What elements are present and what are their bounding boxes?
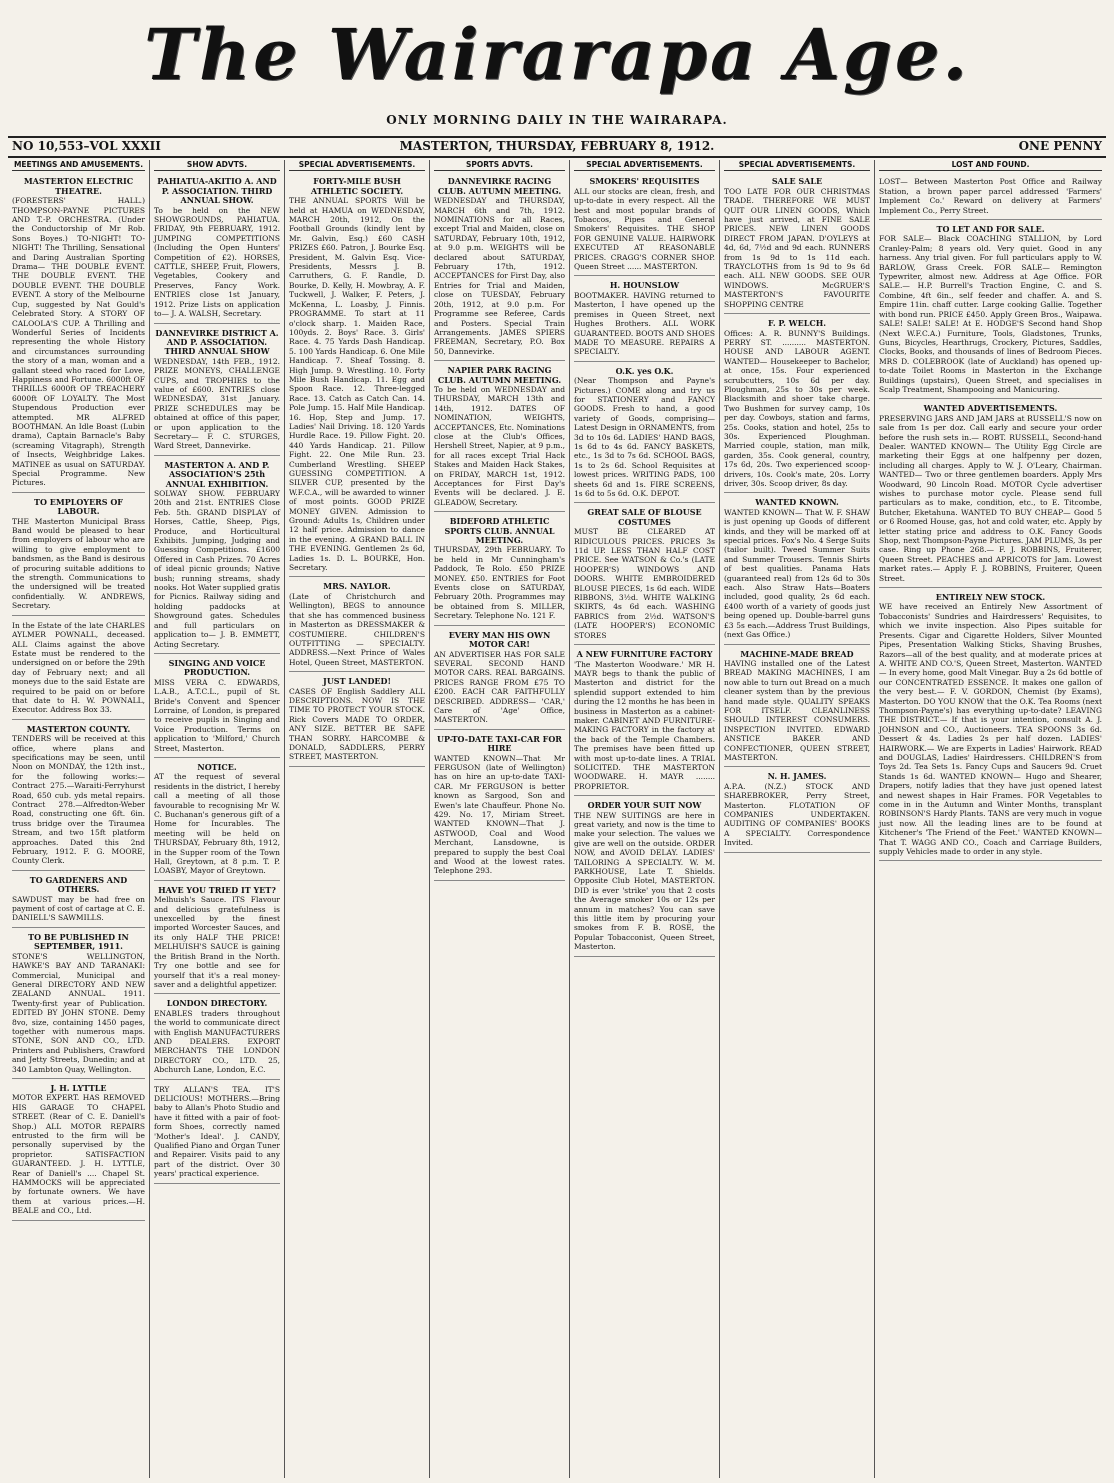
tagline: ONLY MORNING DAILY IN THE WAIRARAPA. xyxy=(386,113,728,127)
ad-heading: A NEW FURNITURE FACTORY xyxy=(576,649,713,660)
column-1 xyxy=(8,160,150,1478)
ad-body: CASES OF English Saddlery ALL DESCRIPTIONS. NOW IS THE TIME TO PROTECT YOUR STOCK. Rick Covers MADE TO ORDER, ANY SIZE. BETTER BE SAFE THAN SORRY. HARCOMBE & DONALD, SADDLERS, PERRY STREET, MASTERTON. xyxy=(289,686,425,762)
column-header: SPECIAL ADVERTISEMENTS. xyxy=(574,160,715,171)
ad-body: To be held on WEDNESDAY and THURSDAY, MARCH 13th and 14th, 1912. DATES OF NOMINATION, WEIGHTS, ACCEPTANCES, Etc. Nominations close at the Club's Offices, Hershell Street, Napier, at 9 p.m., for all races except Trial Hack Stakes and Maiden Hack Stakes, on FRIDAY, MARCH 1st, 1912. Acceptances for First Day's Events will be declared. J. E. GLEADOW, Secretary. xyxy=(434,384,565,507)
ad-body: MISS VERA C. EDWARDS, L.A.B., A.T.C.L., pupil of St. Bride's Convent and Spencer Lorraine, of London, is prepared to receive pupils in Singing and Voice Production. Terms on application to 'Milford,' Church Street, Masterton. xyxy=(154,677,280,753)
ad-heading: LONDON DIRECTORY. xyxy=(166,998,268,1009)
ad-heading: TO LET AND FOR SALE. xyxy=(936,224,1045,235)
ad-body: THE NEW SUITINGS are here in great variety, and now is the time to make your selection. The values we give are well on the outside. ORDER NOW, and AVOID DELAY. LADIES' TAILORING A SPECIALTY. W. M. PARKHOUSE, Late T. Shields. Opposite Club Hotel, MASTERTON. DID is ever 'strike' you that 2 costs the Average smoker 10s or 12s per annum in matches? You can save this little item by procuring your smokes from F. B. ROSE, the Popular Tobacconist, Queen Street, Masterton. xyxy=(574,810,715,952)
ad-body: THURSDAY, 29th FEBRUARY. To be held in Mr Cunningham's Paddock, Te Rolo. £50 PRIZE MONEY. £50. ENTRIES for Foot Events close on SATURDAY, February 20th. Programmes may be obtained from S. MILLER, Secretary. Telephone No. 121 F. xyxy=(434,545,565,621)
ad-heading: BIDEFORD ATHLETIC SPORTS CLUB. ANNUAL MEETING. xyxy=(444,516,555,546)
newspaper-title: The Wairarapa Age. xyxy=(144,13,970,96)
ad-body: THE ANNUAL SPORTS Will be held at HAMUA on WEDNESDAY, MARCH 20th, 1912, On the Football Grounds (kindly lent by Mr. Galvin, Esq.) £60 CASH PRIZES £60. Patron, J. Bourke Esq. President, M. Galvin Esq. Vice-Presidents, Messrs J. B. Carruthers, G. F. Randle, D. Bourke, D. Kelly, H. Mowbray, A. F. Tuckwell, J. Walker, F. Peters, J. McKenna, L. Loasby, J. Finnis. PROGRAMME. To start at 11 o'clock sharp. 1. Maiden Race, 100yds. 2. Boys' Race. 3. Girls' Race. 4. 75 Yards Dash Handicap. 5. 100 Yards Handicap. 6. One Mile Handicap. 7. Sheaf Tossing. 8. High Jump. 9. Wrestling. 10. Forty Mile Bush Handicap. 11. Egg and Spoon Race. 12. Three-legged Race. 13. Catch as Catch Can. 14. Pole Jump. 15. Half Mile Handicap. 16. Hop, Step and Jump. 17. Ladies' Nail Driving. 18. 120 Yards Hurdle Race. 19. Pillow Fight. 20. 440 Yards Handicap. 21. Pillow Fight. 22. One Mile Run. 23. Cumberland Wrestling. SHEEP GUESSING COMPETITION. A SILVER CUP, presented by the W.F.C.A., will be awarded to winner of most points. GOOD PRIZE MONEY GIVEN. Admission to Ground: Adults 1s, Children under 12 half price. Admission to dance in the evening. A GRAND BALL IN THE EVENING. Gentlemen 2s 6d, Ladies 1s. D. L. BOURKE, Hon. Secretary. xyxy=(289,196,425,573)
ad-body: AT the request of several residents in the district, I hereby call a meeting of all those favourable to recognising Mr W. C. Buchanan's generous gift of a Home for Incurables. The meeting will be held on THURSDAY, February 8th, 1912, in the Supper room of the Town Hall, Greytown, at 8 p.m. T. P. LOASBY, Mayor of Greytown. xyxy=(154,772,280,876)
ad-heading: F. P. WELCH. xyxy=(767,318,827,329)
ad-body: ALL our stocks are clean, fresh, and up-to-date in every respect. All the best and most popular brands of Tobaccos, Pipes and General Smokers' Requisites. THE SHOP FOR GENUINE VALUE. HAIRWORK EXECUTED AT REASONABLE PRICES. CRAGG'S CORNER SHOP. Queen Street ...... MASTERTON. xyxy=(574,186,715,272)
ad-body: 'The Masterton Woodware.' MR H. MAYR begs to thank the public of Masterton and district for the splendid support extended to him during the 12 months he has been in business in Masterton as a cabinet-maker. CABINET AND FURNITURE-MAKING FACTORY in the factory at the back of the Temple Chambers. The premises have been fitted up with most up-to-date lines. A TRIAL SOLICITED. THE MASTERTON WOODWARE. H. MAYR ........ PROPRIETOR. xyxy=(574,659,715,791)
ad-heading: O.K. yes O.K. xyxy=(615,365,674,376)
ad-heading: UP-TO-DATE TAXI-CAR FOR HIRE xyxy=(437,733,562,754)
advertisement xyxy=(724,316,870,493)
ad-heading: DANNEVIRKE RACING CLUB. AUTUMN MEETING. xyxy=(437,176,562,196)
advertisement xyxy=(154,458,280,654)
ad-body: STONE'S WELLINGTON, HAWKE'S BAY AND TARANAKI: Commercial, Municipal and General DIRECTORY AND NEW ZEALAND ANNUAL. 1911. Twenty-first year of Publication. EDITED BY JOHN STONE. Demy 8vo, size, containing 1450 pages, together with numerous maps. STONE, SON AND CO., LTD. Printers and Publishers, Crawford and Jetty Streets, Dunedin; and at 340 Lambton Quay, Wellington. xyxy=(12,951,145,1074)
ad-body: THE Masterton Municipal Brass Band would be pleased to hear from employers of labour who are willing to give employment to bandsmen, as the Band is desirous of procuring suitable additions to the strength. Communications to the undersigned will be treated confidentially. W. ANDREWS, Secretary. xyxy=(12,516,145,611)
ad-heading: J. H. LYTTLE xyxy=(50,1082,107,1093)
ad-heading: TO EMPLOYERS OF LABOUR. xyxy=(34,496,123,517)
advertisement xyxy=(154,1082,280,1184)
column-header: MEETINGS AND AMUSEMENTS. xyxy=(12,160,145,171)
ad-body: WANTED KNOWN—That Mr FERGUSON (late of Wellington) has on hire an up-to-date TAXI-CAR. Mr FERGUSON is better known as Sargood, Son and Ewen's late Chauffeur. Phone No. 429. No. 17, Miriam Street. WANTED KNOWN—That J. ASTWOOD, Coal and Wood Merchant, Lansdowne, is prepared to supply the best Coal and Wood at the lowest rates. Telephone 293. xyxy=(434,753,565,876)
advertisement xyxy=(154,996,280,1079)
ad-body: PRESERVING JARS AND JAM JARS at RUSSELL'S now on sale from 1s per doz. Call early and secure your order before the rush sets in.— ROBT. RUSSELL, Second-hand Dealer. WANTED KNOWN— The Utility Egg Circle are marketing their Eggs at one halfpenny per dozen, including all charges. Apply to W. J. O'Leary, Chairman. WANTED— Two or three gentlemen boarders. Apply Mrs Woodward, 90 Lincoln Road. MOTOR Cycle advertiser wishes to purchase motor cycle. Please send full particulars as to make, condition, etc., to E. Titcombe, Butcher, Eketahuna. WANTED TO BUY CHEAP— Good 5 or 6 Roomed House, gas, hot and cold water, etc. Apply by letter stating price and address to O.K. Fancy Goods Shop, next Thompson-Payne Pictures. JAM PLUMS, 3s per case. Ring up Phone 268.— F. J. ROBBINS, Fruiterer, Queen Street. PEACHES and APRICOTS for Jam. Lowest market rates.— Apply F. J. ROBBINS, Fruiterer, Queen Street. xyxy=(879,413,1102,583)
advertisement xyxy=(289,579,425,672)
advertisement xyxy=(154,760,280,881)
advertisement xyxy=(879,401,1102,588)
ad-body: HAVING installed one of the Latest BREAD MAKING MACHINES, I am now able to turn out Bread on a much cleaner system than by the previous hand made style. QUALITY SPEAKS FOR ITSELF. CLEANLINESS SHOULD INTEREST CONSUMERS. INSPECTION INVITED. EDWARD ANSTICE BAKER AND CONFECTIONER, QUEEN STREET, MASTERTON. xyxy=(724,658,870,762)
ad-heading: ORDER YOUR SUIT NOW xyxy=(587,800,702,811)
ad-body: (FORESTERS' HALL.) THOMPSON-PAYNE PICTURES AND T.-P. ORCHESTRA. (Under the Conductorship of Mr Rob. Sons Boyes.) TO-NIGHT! TO-NIGHT! The Thrilling, Sensational and Daring Australian Sporting Drama— THE DOUBLE EVENT. THE DOUBLE EVENT. THE DOUBLE EVENT. THE DOUBLE EVENT. A story of the Melbourne Cup, suggested by Nat Gould's Celebrated Story. A STORY OF CALOOLA'S CUP. A Thrilling and Wonderful Series of Incidents representing the whole History and circumstances surrounding the story of a man, woman and a gallant steed who raced for Love, Happiness and Fortune. 6000ft OF THRILLS 6000ft OF TREACHERY 6000ft OF LOYALTY. The Most Stupendous Production ever attempted. MR ALFRED BOOTHMAN. An Idle Boast (Lubin drama), Captain Barnacle's Baby (screaming Vitagraph), Strength of Insects, Weighbridge Lakes. MATINEE as usual on SATURDAY. Special Programme. New Pictures. xyxy=(12,196,145,488)
column-4 xyxy=(430,160,570,1478)
ad-body: MOTOR EXPERT. HAS REMOVED HIS GARAGE TO CHAPEL STREET. (Rear of C. E. Daniell's Shop.) ALL MOTOR REPAIRS entrusted to the firm will be personally supervised by the proprietor. SATISFACTION GUARANTEED. J. H. LYTTLE, Rear of Daniell's .... Chapel St. HAMMOCKS will be appreciated by fortunate owners. We have them at various prices.—H. BEALE and CO., Ltd. xyxy=(12,1093,145,1216)
ad-heading: WANTED ADVERTISEMENTS. xyxy=(923,403,1058,414)
advertisement xyxy=(879,590,1102,861)
ad-heading: FORTY-MILE BUSH ATHLETIC SOCIETY. xyxy=(310,176,404,196)
issue-number: NO 10,553–VOL XXXII xyxy=(12,139,161,153)
ad-body: To be held on the NEW SHOWGROUNDS, PAHIATUA. FRIDAY, 9th FEBRUARY, 1912. JUMPING COMPETITIONS (Including the Open Hunters' Competition of £2). HORSES, CATTLE, SHEEP, Fruit, Flowers, Vegetables, Cookery and Preserves, Fancy Work. ENTRIES close 1st January, 1912. Prize Lists on application to— J. A. WALSH, Secretary. xyxy=(154,205,280,319)
ad-heading: N. H. JAMES. xyxy=(767,771,827,782)
ad-heading: PAHIATUA-AKITIO A. AND P. ASSOCIATION. THIRD ANNUAL SHOW. xyxy=(157,176,277,206)
advertisement xyxy=(724,769,870,852)
column-header: LOST AND FOUND. xyxy=(879,160,1102,171)
advertisement xyxy=(154,883,280,994)
ad-heading: DANNEVIRKE DISTRICT A. AND P. ASSOCIATION. THIRD ANNUAL SHOW xyxy=(155,327,279,357)
column-2 xyxy=(150,160,285,1478)
ad-body: A.P.A. (N.Z.) STOCK AND SHAREBROKER, Perry Street, Masterton. FLOTATION OF COMPANIES UNDERTAKEN. AUDITING OF COMPANIES' BOOKS A SPECIALTY. Correspondence Invited. xyxy=(724,781,870,848)
dateline: MASTERTON, THURSDAY, FEBRUARY 8, 1912. xyxy=(399,139,715,153)
advertisement xyxy=(724,647,870,768)
ad-body: TRY ALLAN'S TEA. IT'S DELICIOUS! MOTHERS.—Bring baby to Allan's Photo Studio and have it fitted with a pair of foot-form Shoes, correctly named 'Mother's Ideal'. J. CANDY, Qualified Piano and Organ Tuner and Repairer. Visits paid to any part of the district. Over 30 years' practical experience. xyxy=(154,1084,280,1179)
ad-heading: GREAT SALE OF BLOUSE COSTUMES xyxy=(587,507,702,527)
ad-body: WE have received an Entirely New Assortment of Tobacconists' Sundries and Hairdressers' Requisites, to which we invite inspection. Also Pipes suitable for Presents. Cigar and Cigarette Holders, Silver Mounted Pipes, Presentation Walking Sticks, Shaving Brushes, Razors—all of the best quality, and at moderate prices at A. WHITE AND CO.'S, Queen Street, Masterton. WANTED— In every home, good Malt Vinegar. Buy a 2s 6d bottle of our CONCENTRATED ESSENCE. It makes one gallon of the very best.— F. V. GORDON, Chemist (by Exams), Masterton. DO YOU KNOW that the O.K. Tea Rooms (next Thompson-Payne's) has everything up-to-date? LEAVING THE DISTRICT.— If that is your intention, consult A. J. JOHNSON and CO., Auctioneers. TEA SPOONS 3s 6d. Dessert & 4s. Ladies 2s per half dozen. LADIES' HAIRWORK.— We are Experts in Ladies' Hairwork. READ and DOUGLAS, Ladies' Hairdressers. CHILDREN'S from Toys 2d. Tea Sets 1s. Fancy Cups and Saucers 9d. Cruet Stands 1s 6d. WANTED KNOWN— Hugo and Shearer, Drapers, notify ladies that they have just opened latest and newest shapes in Hair Frames. FOR Vegetables to come in in the Autumn and Winter Months, transplant ROBINSON'S Hardy Plants. TANS are very much in vogue just now. All the leading lines are to be found at Kitchener's 'The Friend of the Feet.' WANTED KNOWN— That T. WAGG AND CO., Coach and Carriage Builders, supply Vehicles made to order in any style. xyxy=(879,602,1102,857)
ad-heading: TO BE PUBLISHED IN SEPTEMBER, 1911. xyxy=(28,931,129,952)
dateline-bar xyxy=(8,136,1106,158)
advertisement xyxy=(879,174,1102,220)
advertisement xyxy=(574,647,715,796)
ad-body: In the Estate of the late CHARLES AYLMER POWNALL, deceased. ALL Claims against the above Estate must be rendered to the undersigned on or before the 29th day of February next; and all moneys due to the said Estate are required to be paid on or before that date to H. W. POWNALL, Executor. Address Box 33. xyxy=(12,620,145,715)
ad-body: LOST— Between Masterton Post Office and Railway Station, a brown paper parcel addressed 'Farmers' Implement Co.' Reward on delivery at Farmers' Implement Co., Perry Street. xyxy=(879,177,1102,215)
ad-body: FOR SALE— Black COACHING STALLION, by Lord Cranley-Palm; 8 years old. Very quiet. Good in any harness. Any trial given. For full particulars apply to W. BARLOW, Grass Creek. FOR SALE— Remington Typewriter, almost new. Address at Age Office. FOR SALE.— H.P. Burrell's Traction Engine, C. and S. Combine, 4ft 6in., self feeder and chaffer. A. and S. Empire 11in. chaff cutter. Large cooking Gallie. Together with bond run. PRICE £450. Apply Green Bros., Waipawa. SALE! SALE! SALE! At E. HODGE'S Second hand Shop (Next W.F.C.A.) Furniture, Tools, Gladstones, Trunks, Guns, Bicycles, Hearthrugs, Crockery, Pictures, Saddles, Clocks, Books, and thousands of lines of Bedroom Pieces. MRS D. COLEBROOK (late of Auckland) has opened up-to-date Toilet Rooms in Masterton in the Exchange Buildings (upstairs), Queen Street, and specialises in Scalp Treatment, Shampooing and Manicuring. xyxy=(879,234,1102,394)
advertisement xyxy=(724,495,870,644)
ad-heading: TO GARDENERS AND OTHERS. xyxy=(29,874,128,895)
ad-heading: SALE SALE xyxy=(771,176,823,187)
ad-body: AN ADVERTISER HAS FOR SALE SEVERAL SECOND HAND MOTOR CARS. REAL BARGAINS. PRICES RANGE FROM £75 TO £200. EACH CAR FAITHFULLY DESCRIBED. ADDRESS— 'CAR,' Care of 'Age' Office, MASTERTON. xyxy=(434,649,565,725)
advertisement xyxy=(574,364,715,504)
column-6 xyxy=(720,160,875,1478)
price: ONE PENNY xyxy=(1018,139,1102,153)
column-3 xyxy=(285,160,430,1478)
ad-body: Melhuish's Sauce. ITS Flavour and delicious gratefulness is unexcelled by the finest imported Worcester Sauces, and its only HALF THE PRICE! MELHUISH'S SAUCE is gaining the British Brand in the North. Try one bottle and see for yourself that it's a real money-saver and a delightful appetizer. xyxy=(154,895,280,989)
ad-heading: MASTERTON A. AND P. ASSOCIATION'S 25th ANNUAL EXHIBITION. xyxy=(164,459,270,489)
advertisement xyxy=(574,278,715,361)
ad-heading: EVERY MAN HIS OWN MOTOR CAR! xyxy=(448,629,551,650)
ad-heading: ENTIRELY NEW STOCK. xyxy=(935,592,1046,603)
ad-body: WEDNESDAY, 14th FEB., 1912. PRIZE MONEYS, CHALLENGE CUPS, and TROPHIES to the value of £600. ENTRIES close WEDNESDAY, 31st January. PRIZE SCHEDULES may be obtained at office of this paper, or upon application to the Secretary— F. C. STURGES, Ward Street, Dannevirke. xyxy=(154,356,280,451)
advertisement xyxy=(12,174,145,492)
advertisement xyxy=(289,674,425,767)
ad-body: WEDNESDAY and THURSDAY, MARCH 6th and 7th, 1912. NOMINATIONS for all Races, except Trial and Maiden, close on SATURDAY, February 10th, 1912, at 9.0 p.m. WEIGHTS will be declared about SATURDAY, February 17th, 1912. ACCEPTANCES for First Day, also Entries for Trial and Maiden, close on TUESDAY, February 20th, 1912, at 9.0 p.m. For Programme see Referee, Cards and Posters. Special Train Arrangements. JAMES SPIERS FREEMAN, Secretary, P.O. Box 50, Dannevirke. xyxy=(434,196,565,356)
advertisement xyxy=(12,495,145,616)
advertisement xyxy=(154,656,280,758)
ad-heading: HAVE YOU TRIED IT YET? xyxy=(158,884,276,895)
advertisement xyxy=(289,174,425,577)
ad-heading: JUST LANDED! xyxy=(323,676,391,687)
advertisement xyxy=(434,514,565,625)
column-5 xyxy=(570,160,720,1478)
advertisement xyxy=(574,798,715,957)
ad-body: BOOTMAKER. HAVING returned to Masterton, I have opened up the premises in Queen Street, next Hughes Brothers. ALL WORK GUARANTEED. BOOTS AND SHOES MADE TO MEASURE. REPAIRS A SPECIALTY. xyxy=(574,290,715,357)
ad-heading: H. HOUNSLOW xyxy=(609,280,680,291)
column-header: SHOW ADVTS. xyxy=(154,160,280,171)
advertisement xyxy=(434,628,565,730)
ad-heading: MASTERTON ELECTRIC THEATRE. xyxy=(23,176,134,196)
advertisement xyxy=(12,930,145,1079)
advertisement xyxy=(574,505,715,645)
masthead xyxy=(0,0,1114,115)
ad-body: SOLWAY SHOW. FEBRUARY 20th and 21st. ENTRIES Close Feb. 5th. GRAND DISPLAY of Horses, Cattle, Sheep, Pigs, Produce, and Horticultural Exhibits. Jumping, Judging and Guessing Competitions. £1600 Offered in Cash Prizes. 70 Acres of ideal picnic grounds; Native bush; running streams, shady nooks. Hot Water supplied gratis for Picnics. Railway siding and holding paddocks at Showground gates. Schedules and full particulars on application to— J. B. EMMETT, Acting Secretary. xyxy=(154,489,280,649)
advertisement xyxy=(12,722,145,871)
advertisement xyxy=(12,618,145,720)
advertisement xyxy=(434,174,565,361)
ad-body: TENDERS will be received at this office, where plans and specifications may be seen, until Noon on MONDAY, the 12th inst., for the following works:— Contract 275.—Waraiti-Ferryhurst Road, 650 cub. yds metal repairs. Contract 278.—Alfredton-Weber Road, constructing one 6ft. 6in. truss bridge over the Tiraumea Stream, and two 15ft platform approaches. Dated this 2nd February, 1912. F. G. MOORE, County Clerk. xyxy=(12,734,145,866)
ad-heading: NAPIER PARK RACING CLUB. AUTUMN MEETING. xyxy=(437,365,562,385)
ad-body: TOO LATE FOR OUR CHRISTMAS TRADE. THEREFORE WE MUST QUIT OUR LINEN GOODS, Which have just arrived, at FINE SALE PRICES. NEW LINEN GOODS DIRECT FROM JAPAN. D'OYLEYS at 4d, 6d, 7½d and 9d each. RUNNERS from 1s 9d to 1s 11d each. TRAYCLOTHS from 1s 9d to 9s 6d each. ALL NEW GOODS. SEE OUR WINDOWS. McGRUER'S MASTERTON'S FAVOURITE SHOPPING CENTRE xyxy=(724,186,870,309)
ad-body: WANTED KNOWN— That W. F. SHAW is just opening up Goods of different kinds, and they will be marked off at special prices. Fox's No. 4 Serge Suits (tailor built). Tweed Summer Suits and Summer Trousers. Tennis Shirts of best qualities. Panama Hats (guaranteed real) from 12s 6d to 30s each. Also Straw Hats—Boaters included, good quality, 2s 6d each. £400 worth of a variety of goods just being opened up. Double-barrel guns £3 5s each.—Address Trust Buildings, (next Gas Office.) xyxy=(724,507,870,640)
advertisement xyxy=(574,174,715,276)
ad-heading: MRS. NAYLOR. xyxy=(323,581,391,592)
ad-body: (Near Thompson and Payne's Pictures.) COME along and try us for STATIONERY and FANCY GOODS. Fresh to hand, a good variety of Goods, comprising— Latest Design in ORNAMENTS, from 3d to 10s 6d. LADIES' HAND BAGS, 1s 6d to 4s 6d. FANCY BASKETS, etc., 1s 3d to 7s 6d. SCHOOL BAGS, 1s to 2s 6d. School Requisites at lowest prices. WRITING PADS, 100 sheets 6d and 1s. FIRE SCREENS, 1s 6d to 5s 6d. O.K. DEPOT. xyxy=(574,376,715,498)
ad-body: SAWDUST may be had free on payment of cost of cartage at C. E. DANIELL'S SAWMILLS. xyxy=(12,894,145,923)
ad-heading: SINGING AND VOICE PRODUCTION. xyxy=(168,657,266,678)
ad-heading: SMOKERS' REQUISITES xyxy=(589,176,700,187)
advertisement xyxy=(724,174,870,314)
advertisement xyxy=(12,1081,145,1221)
ad-heading: MACHINE-MADE BREAD xyxy=(740,648,854,659)
column-header: SPORTS ADVTS. xyxy=(434,160,565,171)
ad-body: (Late of Christchurch and Wellington), BEGS to announce that she has commenced business in Masterton as DRESSMAKER & COSTUMIERE. CHILDREN'S OUTFITTING — SPECIALTY. ADDRESS.—Next Prince of Wales Hotel, Queen Street, MASTERTON. xyxy=(289,591,425,667)
advertisement xyxy=(879,222,1102,399)
advertisement xyxy=(434,363,565,512)
ad-heading: NOTICE. xyxy=(197,761,237,772)
advertisement xyxy=(154,174,280,323)
ad-body: Offices: A. R. BUNNY'S Buildings. PERRY ST. .......... MASTERTON. HOUSE AND LABOUR AGENT. WANTED— Housekeeper to Bachelor, at once, 15s. Four experienced scrubcutters, 10s 6d per day. Ploughman, 25s to 30s per week. Blacksmith and shoer take charge. Two Bushmen for survey camp, 10s per day. Cowboys, station and farms, 25s. Cooks, station and hotel, 25s to 30s. Experienced Ploughman. Married couple, station, man milk, garden, 35s. Cook general, country, 17s 6d, 20s. Two experienced scoop-drivers, 10s. Cook's mate, 20s. Lorry driver, 30s. Scoop driver, 8s day. xyxy=(724,328,870,488)
ad-body: MUST BE CLEARED AT RIDICULOUS PRICES. PRICES 3s 11d UP. LESS THAN HALF COST PRICE. See WATSON & Co.'s (LATE HOOPER'S) WINDOWS AND DOORS. WHITE EMBROIDERED BLOUSE PIECES, 1s 6d each. WIDE RIBBONS, 3½d. WHITE WALKING SKIRTS, 4s 6d each. WASHING FABRICS from 2½d. WATSON'S (LATE HOOPER'S) ECONOMIC STORES xyxy=(574,527,715,640)
advertisement xyxy=(154,326,280,456)
column-7 xyxy=(875,160,1106,1478)
column-header: SPECIAL ADVERTISEMENTS. xyxy=(724,160,870,171)
ad-heading: WANTED KNOWN. xyxy=(755,497,839,508)
column-header: SPECIAL ADVERTISEMENTS. xyxy=(289,160,425,171)
ad-heading: MASTERTON COUNTY. xyxy=(26,723,131,734)
ad-body: ENABLES traders throughout the world to communicate direct with English MANUFACTURERS AND DEALERS. EXPORT MERCHANTS THE LONDON DIRECTORY CO., LTD. 25, Abchurch Lane, London, E.C. xyxy=(154,1008,280,1075)
advertisement xyxy=(434,732,565,881)
advertisement xyxy=(12,873,145,928)
